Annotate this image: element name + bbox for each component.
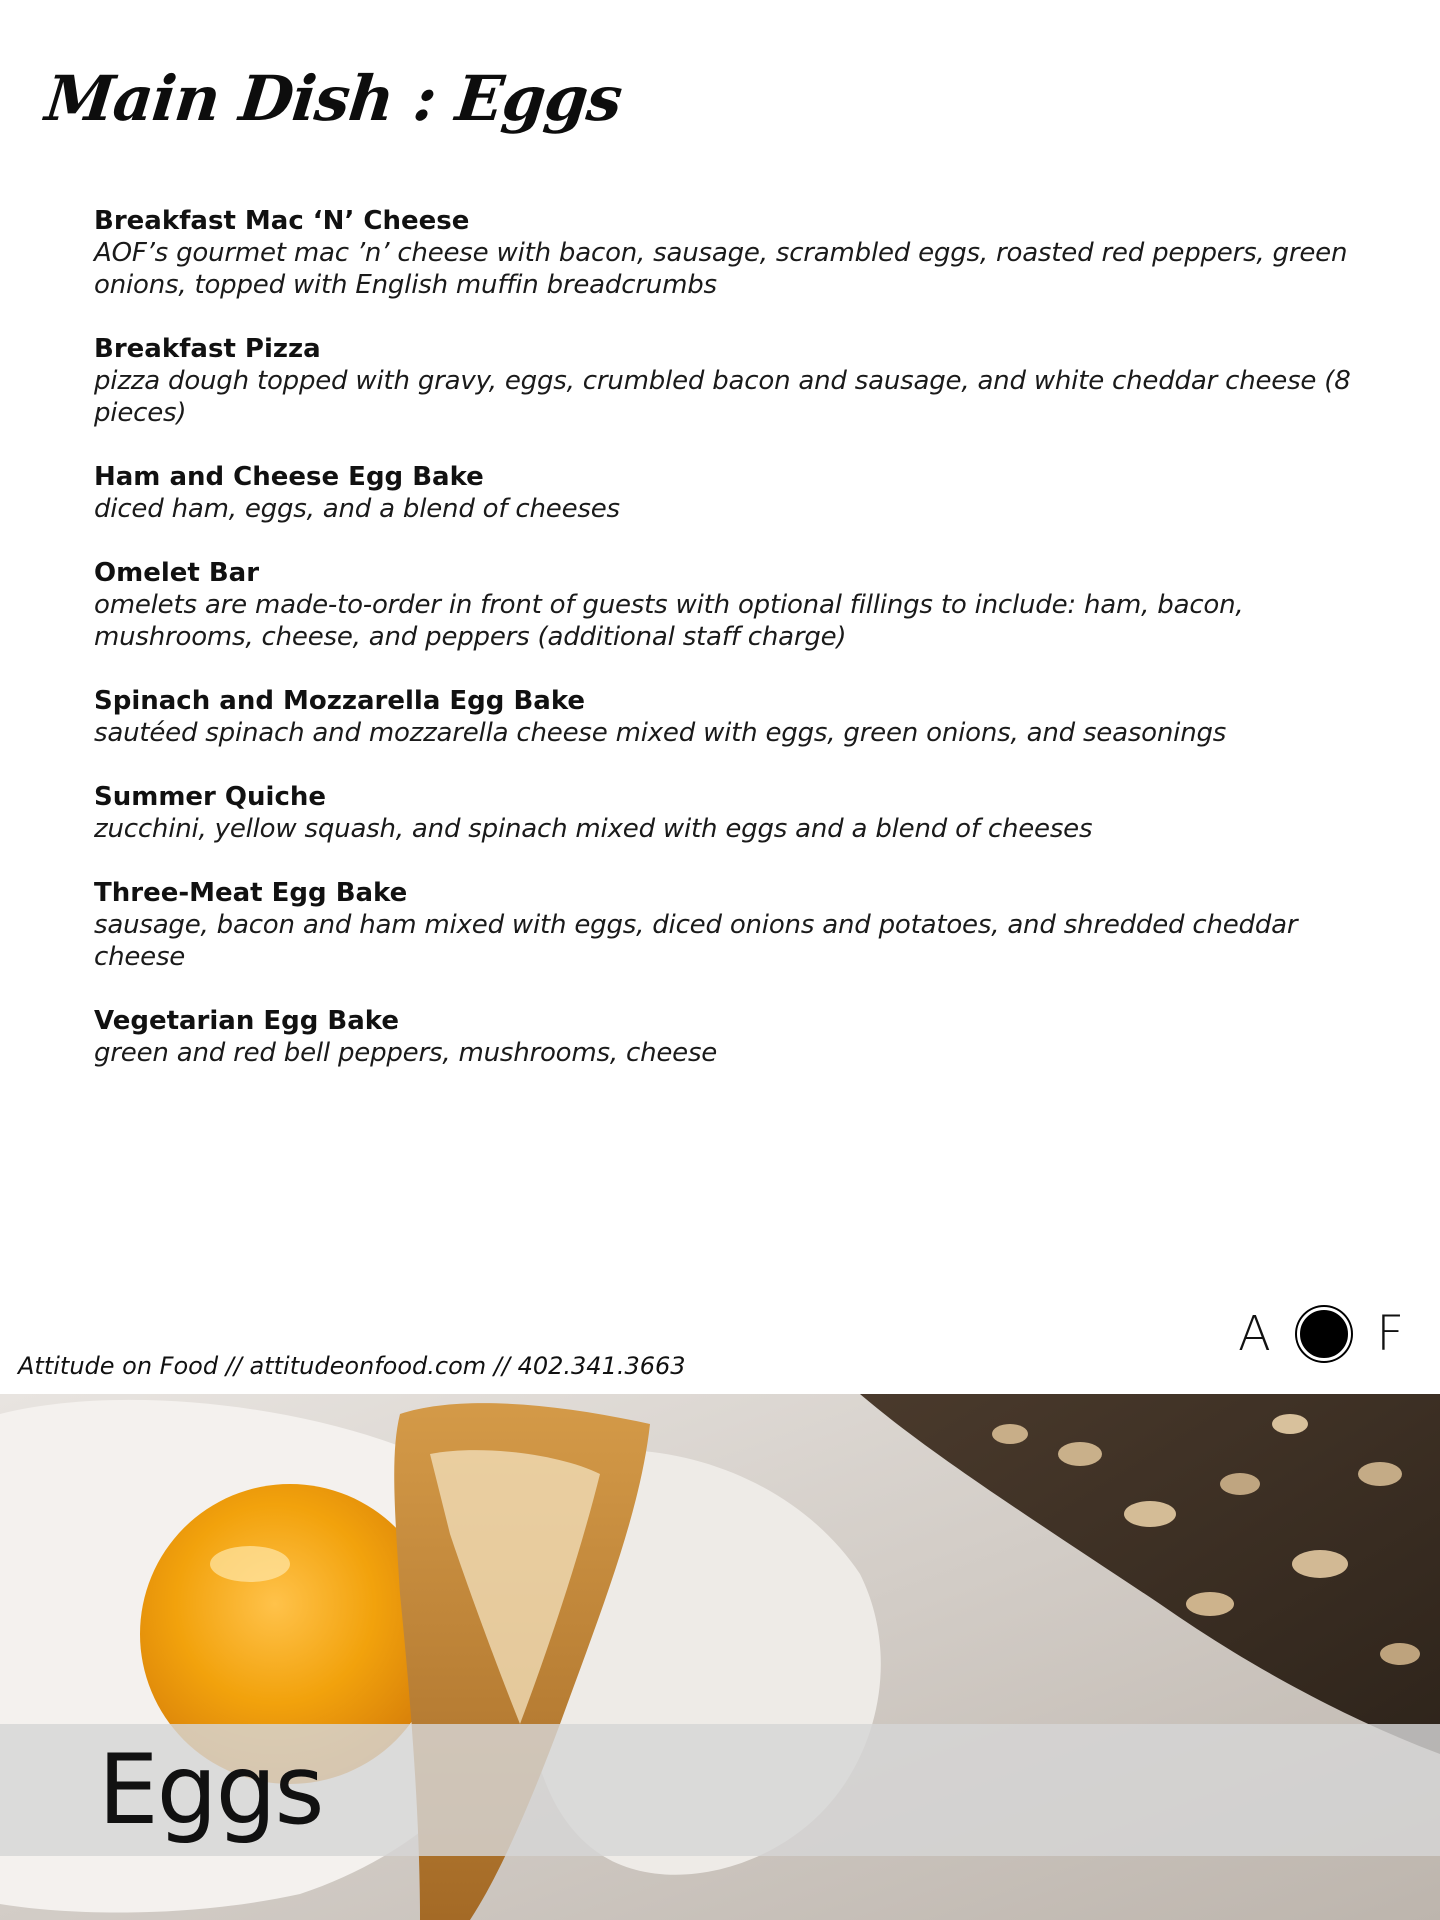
- footer-contact: Attitude on Food // attitudeonfood.com // 402.341.3663: [18, 1352, 686, 1380]
- menu-item-description: sautéed spinach and mozzarella cheese mixed with eggs, green onions, and seasonings: [94, 718, 1227, 748]
- menu-item: [94, 685, 1364, 749]
- menu-item: [94, 877, 1364, 973]
- menu-item-description: pizza dough topped with gravy, eggs, crumbled bacon and sausage, and white cheddar cheese (8 pieces): [94, 366, 1351, 428]
- menu-item-name: Vegetarian Egg Bake: [94, 1006, 400, 1036]
- menu-item-description: sausage, bacon and ham mixed with eggs, diced onions and potatoes, and shredded cheddar cheese: [94, 910, 1298, 972]
- menu-item: [94, 557, 1364, 653]
- logo-letter-a: A: [1238, 1306, 1271, 1362]
- page-title: Main Dish : Eggs: [42, 62, 625, 135]
- aof-logo: [1238, 1306, 1404, 1362]
- menu-item-description: omelets are made-to-order in front of guests with optional fillings to include: ham, bacon, mushrooms, cheese, and peppers (additional staff charge): [94, 590, 1244, 652]
- menu-item-description: zucchini, yellow squash, and spinach mixed with eggs and a blend of cheeses: [94, 814, 1093, 844]
- menu-item-description: diced ham, eggs, and a blend of cheeses: [94, 494, 620, 524]
- menu-item: [94, 333, 1364, 429]
- menu-item-name: Spinach and Mozzarella Egg Bake: [94, 686, 586, 716]
- menu-item-name: Omelet Bar: [94, 558, 260, 588]
- banner-title: Eggs: [98, 1734, 323, 1846]
- menu-list: [94, 205, 1364, 1101]
- logo-letter-f: F: [1376, 1306, 1404, 1362]
- menu-item-description: AOF’s gourmet mac ’n’ cheese with bacon, sausage, scrambled eggs, roasted red peppers, green onions, topped with English muffin breadcrumbs: [94, 238, 1348, 300]
- menu-item: [94, 205, 1364, 301]
- menu-item-description: green and red bell peppers, mushrooms, cheese: [94, 1038, 718, 1068]
- menu-item-name: Ham and Cheese Egg Bake: [94, 462, 484, 492]
- menu-item: [94, 1005, 1364, 1069]
- menu-item: [94, 781, 1364, 845]
- section-banner: [0, 1724, 1440, 1856]
- menu-item: [94, 461, 1364, 525]
- menu-item-name: Breakfast Mac ‘N’ Cheese: [94, 206, 470, 236]
- filled-circle-icon: [1297, 1307, 1351, 1361]
- menu-item-name: Three-Meat Egg Bake: [94, 878, 408, 908]
- menu-item-name: Breakfast Pizza: [94, 334, 321, 364]
- menu-item-name: Summer Quiche: [94, 782, 327, 812]
